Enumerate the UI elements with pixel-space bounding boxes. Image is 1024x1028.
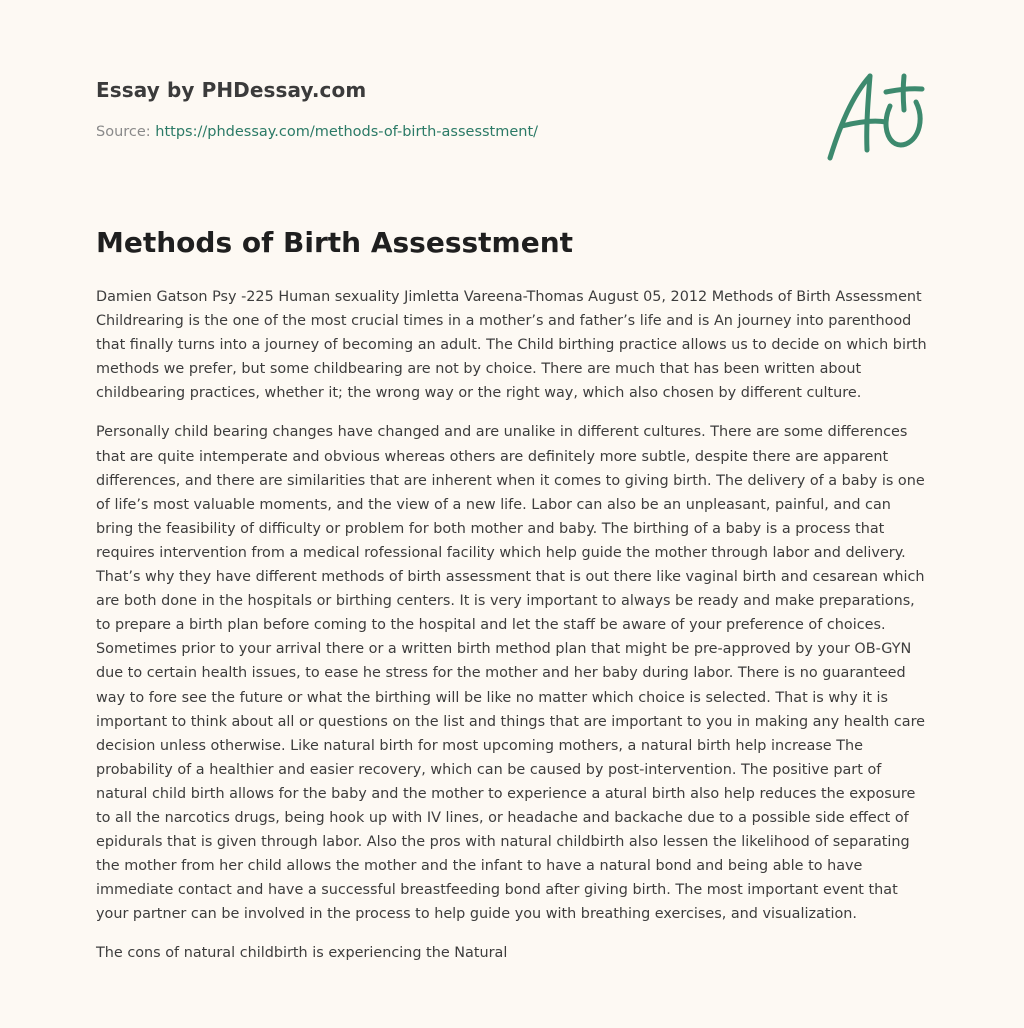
essay-title: Methods of Birth Assesstment — [96, 226, 574, 259]
essay-paragraph: Damien Gatson Psy -225 Human sexuality Jimletta Vareena-Thomas August 05, 2012 Methods of Birth Assessment Childrearing is the one of the most crucial times in a mother’s and father’s life and is An journey into parenthood that finally turns into a journey of becoming an adult. The Child birthing practice allows us to decide on which birth methods we prefer, but some childbearing are not by choice. There are much that has been written about childbearing practices, whether it; the wrong way or the right way, which also chosen by different culture. — [96, 289, 927, 402]
site-title: Essay by PHDessay.com — [96, 78, 367, 102]
essay-paragraph: Personally child bearing changes have changed and are unalike in different cultures. There are some differences that are quite intemperate and obvious whereas others are definitely more subtle, despite there are apparent differences, and there are similarities that are inherent when it comes to giving birth. The delivery of a baby is one of life’s most valuable moments, and the view of a new life. Labor can also be an unpleasant, painful, and can bring the feasibility of difficulty or problem for both mother and baby. The birthing of a baby is a process that requires intervention from a medical rofessional facility which help guide the mother through labor and delivery. That’s why they have different methods of birth assessment that is out there like vaginal birth and cesarean which are both done in the hospitals or birthing centers. It is very important to always be ready and make preparations, to prepare a birth plan before coming to the hospital and let the staff be aware of your preference of choices. Sometimes prior to your arrival there or a written birth method plan that might be pre-approved by your OB-GYN due to certain health issues, to ease he stress for the mother and her baby during labor. There is no guaranteed way to fore see the future or what the birthing will be like no matter which choice is selected. That is why it is important to think about all or questions on the list and things that are important to you in making any health care decision unless otherwise. Like natural birth for most upcoming mothers, a natural birth help increase The probability of a healthier and easier recovery, which can be caused by post-intervention. The positive part of natural child birth allows for the baby and the mother to experience a atural birth also help reduces the exposure to all the narcotics drugs, being hook up with IV lines, or headache and backache due to a possible side effect of epidurals that is given through labor. Also the pros with natural childbirth also lessen the likelihood of separating the mother from her child allows the mother and the infant to have a natural bond and being able to have immediate contact and have a successful breastfeeding bond after giving birth. The most important event that your partner can be involved in the process to help guide you with breathing exercises, and visualization. — [96, 424, 926, 923]
essay-paragraph: The cons of natural childbirth is experiencing the Natural — [96, 945, 508, 962]
source-line — [96, 124, 538, 140]
essay-body — [96, 285, 932, 981]
source-label: Source: — [96, 124, 156, 140]
a-plus-grade-icon — [820, 66, 930, 166]
source-link[interactable]: https://phdessay.com/methods-of-birth-assesstment/ — [155, 124, 539, 140]
